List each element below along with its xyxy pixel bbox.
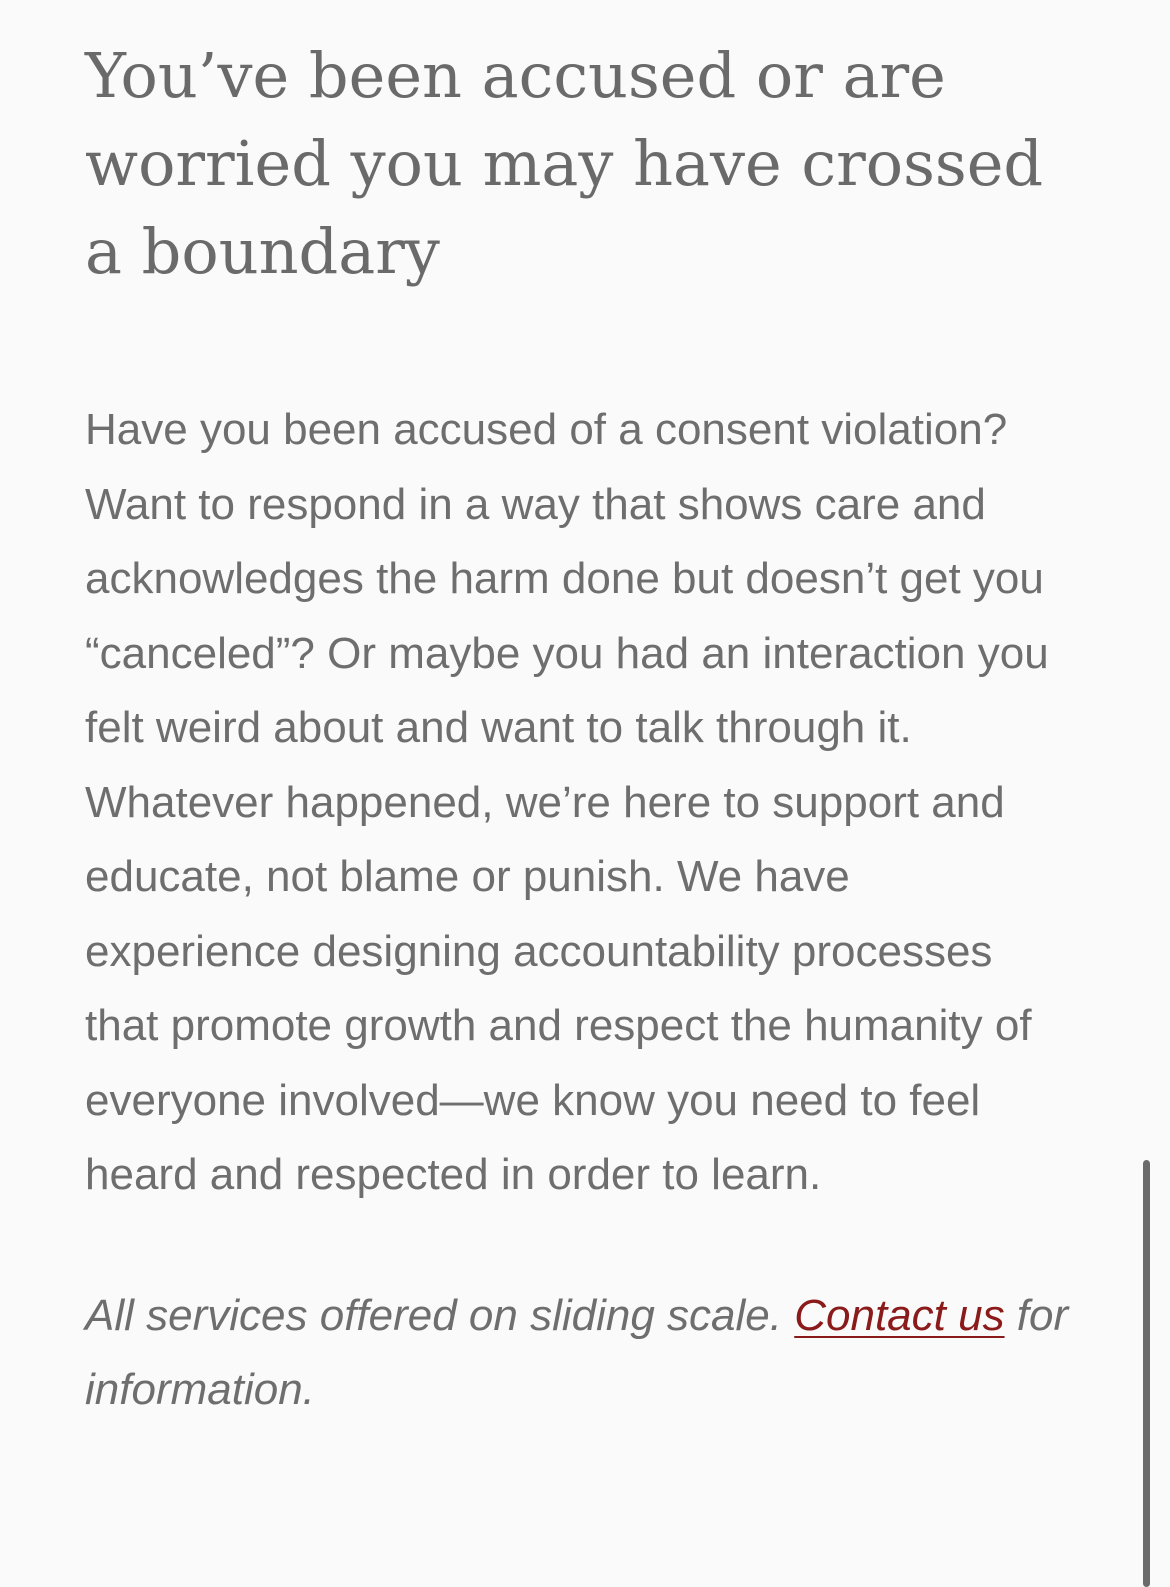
page-content [85,0,1075,1428]
note-text-before-link: All services offered on sliding scale. [85,1290,795,1340]
section-title: You’ve been accused or are worried you may have crossed a boundary [85,39,1044,288]
sliding-scale-note [85,1279,1075,1428]
contact-us-link[interactable]: Contact us [794,1290,1005,1340]
section-body: Have you been accused of a consent violation? Want to respond in a way that shows care and acknowledges the harm done but doesn’t get you “canceled”? Or maybe you had an interaction you felt weird about and want to talk through it. Whatever happened, we’re here to support and educate, not blame or punish. We have experience designing accountability processes that promote growth and respect the humanity of everyone involved—we know you need to feel heard and respected in order to learn. [85,405,1049,1199]
note-text-after-link: for information. [85,1290,1069,1414]
scrollbar-thumb[interactable] [1143,1160,1150,1587]
